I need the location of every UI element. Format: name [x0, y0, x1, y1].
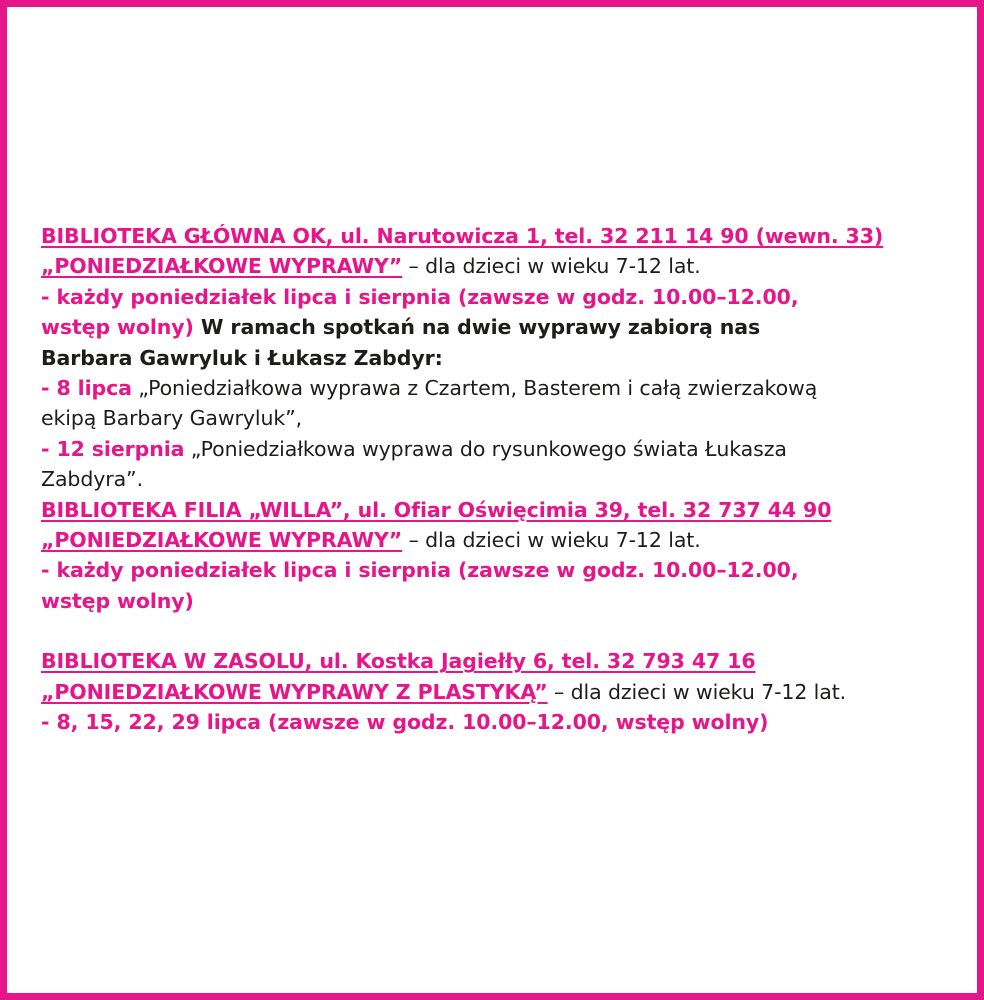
event-description: – dla dzieci w wieku 7-12 lat. [402, 527, 701, 552]
library-header-glowna [41, 221, 961, 251]
library-header-willa [41, 495, 961, 525]
schedule-text: wstęp wolny) [41, 588, 194, 613]
library-header-text: BIBLIOTEKA W ZASOLU, ul. Kostka Jagiełły 6, tel. 32 793 47 16 [41, 649, 756, 674]
schedule-line [41, 707, 961, 737]
event-description: – dla dzieci w wieku 7-12 lat. [402, 254, 701, 279]
list-item [41, 434, 961, 464]
event-line [41, 677, 961, 707]
section-spacer [41, 616, 961, 646]
schedule-text: - każdy poniedziałek lipca i sierpnia (zawsze w godz. 10.00–12.00, [41, 558, 799, 583]
item-text: „Poniedziałkowa wyprawa do rysunkowego świata Łukasza [184, 436, 787, 461]
schedule-text: - 8, 15, 22, 29 lipca (zawsze w godz. 10.00–12.00, wstęp wolny) [41, 710, 769, 735]
event-title: „PONIEDZIAŁKOWE WYPRAWY Z PLASTYKĄ” [41, 679, 548, 704]
event-title: „PONIEDZIAŁKOWE WYPRAWY” [41, 254, 403, 279]
event-line [41, 525, 961, 555]
item-text: Zabdyra”. [41, 467, 143, 492]
schedule-line [41, 282, 961, 312]
schedule-text: wstęp wolny) [41, 315, 194, 340]
schedule-line [41, 312, 961, 342]
schedule-line [41, 555, 961, 585]
item-date: - 8 lipca [41, 375, 132, 400]
intro-line [41, 343, 961, 373]
intro-text: W ramach spotkań na dwie wyprawy zabiorą nas [193, 315, 761, 340]
schedule-line [41, 586, 961, 616]
event-line [41, 251, 961, 281]
list-item-continuation [41, 403, 961, 433]
item-text: ekipą Barbary Gawryluk”, [41, 406, 303, 431]
list-item [41, 373, 961, 403]
schedule-text: - każdy poniedziałek lipca i sierpnia (zawsze w godz. 10.00–12.00, [41, 284, 799, 309]
list-item-continuation [41, 464, 961, 494]
event-description: – dla dzieci w wieku 7-12 lat. [547, 679, 847, 704]
library-events-list [41, 221, 961, 738]
item-date: - 12 sierpnia [41, 436, 185, 461]
event-title: „PONIEDZIAŁKOWE WYPRAWY” [41, 527, 403, 552]
library-header-text: BIBLIOTEKA FILIA „WILLA”, ul. Ofiar Oświęcimia 39, tel. 32 737 44 90 [41, 497, 832, 522]
library-header-text: BIBLIOTEKA GŁÓWNA OK, ul. Narutowicza 1, tel. 32 211 14 90 (wewn. 33) [41, 224, 884, 248]
intro-text: Barbara Gawryluk i Łukasz Zabdyr: [41, 345, 443, 370]
item-text: „Poniedziałkowa wyprawa z Czartem, Basterem i całą zwierzakową [131, 375, 818, 400]
library-header-zasole [41, 646, 961, 676]
